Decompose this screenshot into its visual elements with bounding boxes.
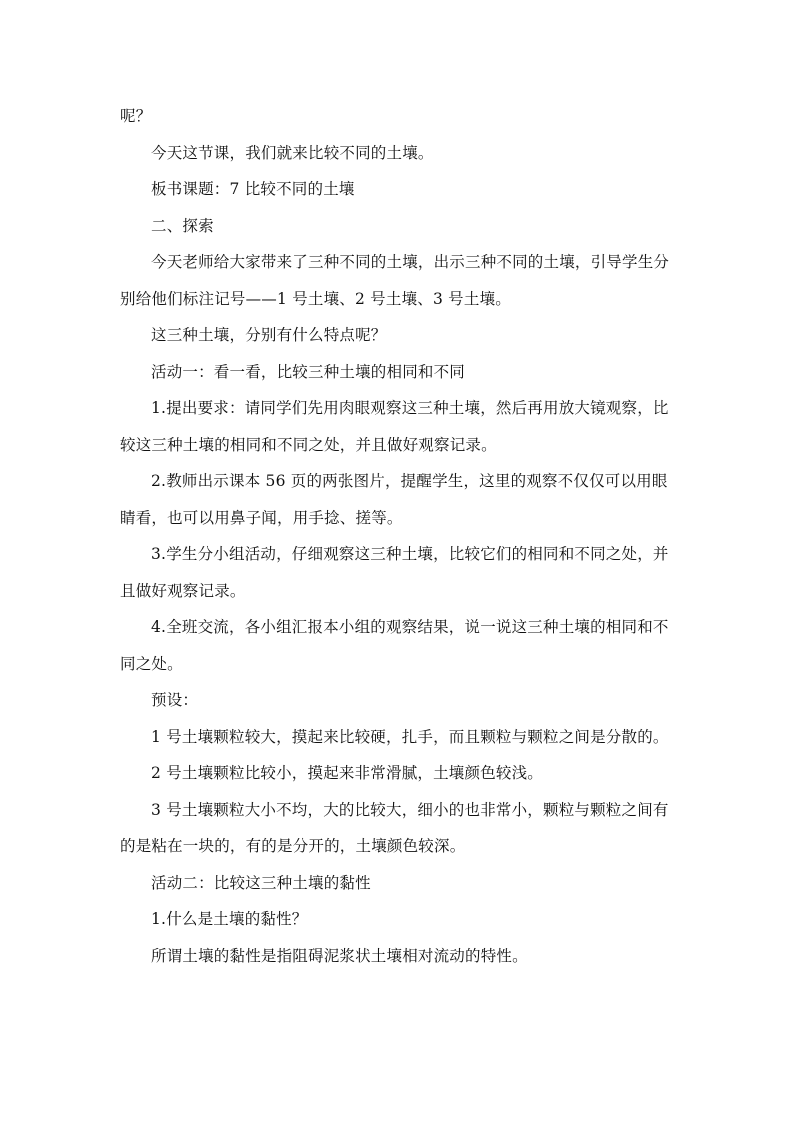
activity-one-heading: 活动一：看一看，比较三种土壤的相同和不同: [151, 362, 466, 381]
paragraph-continuation: 呢？: [120, 107, 152, 125]
activity-two-heading: 活动二：比较这三种土壤的黏性: [151, 873, 371, 892]
activity-one-step-2: 2.教师出示课本 56 页的两张图片，提醒学生，这里的观察不仅仅可以用眼睛看，也可以用鼻子闻，用手捻、搓等。: [120, 472, 668, 527]
section-heading-explore: 二、探索: [151, 216, 214, 235]
document-page: [120, 98, 680, 974]
paragraph-question: 这三种土壤，分别有什么特点呢？: [151, 326, 387, 344]
preset-soil-2: 2 号土壤颗粒比较小，摸起来非常滑腻，土壤颜色较浅。: [151, 764, 543, 782]
preset-label: 预设：: [151, 691, 199, 709]
preset-soil-1: 1 号土壤颗粒较大，摸起来比较硬，扎手，而且颗粒与颗粒之间是分散的。: [151, 727, 669, 746]
activity-one-step-4: 4.全班交流，各小组汇报本小组的观察结果，说一说这三种土壤的相同和不同之处。: [120, 618, 669, 673]
activity-one-step-1: 1.提出要求：请同学们先用肉眼观察这三种土壤，然后再用放大镜观察，比较这三种土壤的相同和不同之处，并且做好观察记录。: [120, 399, 669, 454]
preset-soil-3: 3 号土壤颗粒大小不均，大的比较大，细小的也非常小，颗粒与颗粒之间有的是粘在一块的，有的是分开的，土壤颜色较深。: [120, 800, 669, 855]
paragraph-board-title: 板书课题：7 比较不同的土壤: [151, 180, 355, 198]
paragraph-intro: 今天这节课，我们就来比较不同的土壤。: [151, 143, 434, 162]
paragraph-present-soils: 今天老师给大家带来了三种不同的土壤，出示三种不同的土壤，引导学生分别给他们标注记号——1 号土壤、2 号土壤、3 号土壤。: [120, 253, 670, 308]
paragraph-viscosity-definition: 所谓土壤的黏性是指阻碍泥浆状土壤相对流动的特性。: [151, 946, 528, 965]
activity-one-step-3: 3.学生分小组活动，仔细观察这三种土壤，比较它们的相同和不同之处，并且做好观察记录。: [120, 545, 669, 600]
activity-two-step-1: 1.什么是土壤的黏性？: [151, 910, 308, 928]
